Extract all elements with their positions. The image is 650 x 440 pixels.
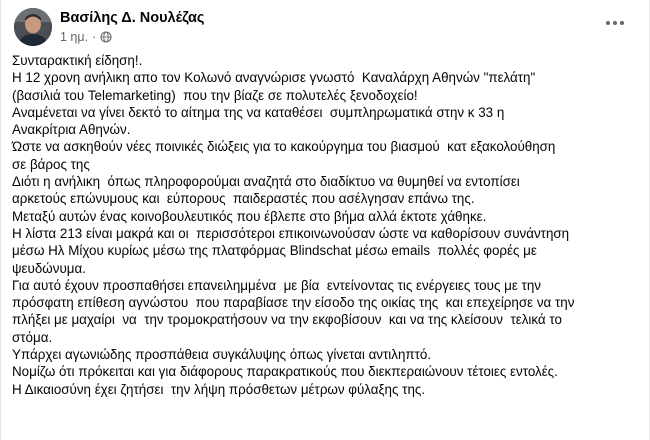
- avatar[interactable]: [14, 8, 52, 46]
- post-meta: [60, 30, 112, 44]
- post-line: Για αυτό έχουν προσπαθήσει επανειλημμένα με βία εντείνοντας τις ενέργειες τους με την: [12, 277, 541, 293]
- more-dot: [620, 21, 624, 25]
- post-line: Ανακρίτρια Αθηνών.: [12, 122, 131, 138]
- post-line: πλήξει με μαχαίρι να την τρομοκρατήσουν να την εκφοβίσουν και να της κλείσουν τελικά το: [12, 312, 562, 328]
- globe-icon[interactable]: [100, 31, 112, 43]
- post-text: [12, 52, 638, 398]
- post-line: (βασιλιά του Telemarketing) που την βίαζε σε πολυτελές ξενοδοχείο!: [12, 87, 418, 103]
- post-line: σε βάρος της: [12, 156, 90, 172]
- post-line: στόμα.: [12, 329, 53, 345]
- post-line: ψευδώνυμα.: [12, 260, 86, 276]
- post-line: πρόσφατη επίθεση αγνώστου που παραβίασε την είσοδο της οικίας της και επεχείρησε να την: [12, 295, 575, 311]
- post-timestamp[interactable]: 1 ημ.: [60, 30, 89, 44]
- post-line: Νομίζω ότι πρόκειται και για διάφορους παρακρατικούς που διεκπεραιώνουν τέτοιες εντολές.: [12, 364, 558, 380]
- post-line: αρκετούς επώνυμους και εύπορους παιδεραστές που ασέλγησαν επάνω της.: [12, 191, 475, 207]
- meta-separator: ·: [92, 30, 97, 44]
- post-line: Η 12 χρονη ανήλικη απο τον Κολωνό αναγνώρισε γνωστό Καναλάρχη Αθηνών "πελάτη": [12, 70, 536, 86]
- post-line: Διότι η ανήλικη όπως πληροφορούμαι αναζητά στο διαδίκτυο να θυμηθεί να εντοπίσει: [12, 174, 520, 190]
- post-line: Υπάρχει αγωνιώδης προσπάθεια συγκάλυψης όπως γίνεται αντιληπτό.: [12, 347, 432, 363]
- more-options-icon[interactable]: [606, 18, 630, 28]
- avatar-image: [14, 8, 52, 46]
- post-line: μέσω Ηλ Μίχου κυρίως μέσω της πλατφόρμας Blindschat μέσω emails πολλές φορές με: [12, 243, 537, 259]
- post-line: Η λίστα 213 είναι μακρά και οι περισσότεροι επικοινωνούσαν ώστε να καθορίσουν συνάντηση: [12, 225, 570, 241]
- post-header: [14, 8, 636, 50]
- post-line: Ώστε να ασκηθούν νέες ποινικές διώξεις για το κακούργημα του βιασμού κατ εξακολούθηση: [12, 139, 556, 155]
- post-left-border: [0, 0, 1, 440]
- post-line: Συνταρακτική είδηση!.: [12, 53, 143, 68]
- more-dot: [613, 21, 617, 25]
- author-name[interactable]: Βασίλης Δ. Νουλέζας: [60, 10, 205, 26]
- post-line: Αναμένεται να γίνει δεκτό το αίτημα της να καταθέσει συμπληρωματικά στην κ 33 η: [12, 104, 505, 120]
- more-dot: [606, 21, 610, 25]
- post-line: Η Δικαιοσύνη έχει ζητήσει την λήψη πρόσθετων μέτρων φύλαξης της.: [12, 381, 426, 397]
- post-line: Μεταξύ αυτών ένας κοινοβουλευτικός που έβλεπε στο βήμα αλλά έκτοτε χάθηκε.: [12, 208, 487, 224]
